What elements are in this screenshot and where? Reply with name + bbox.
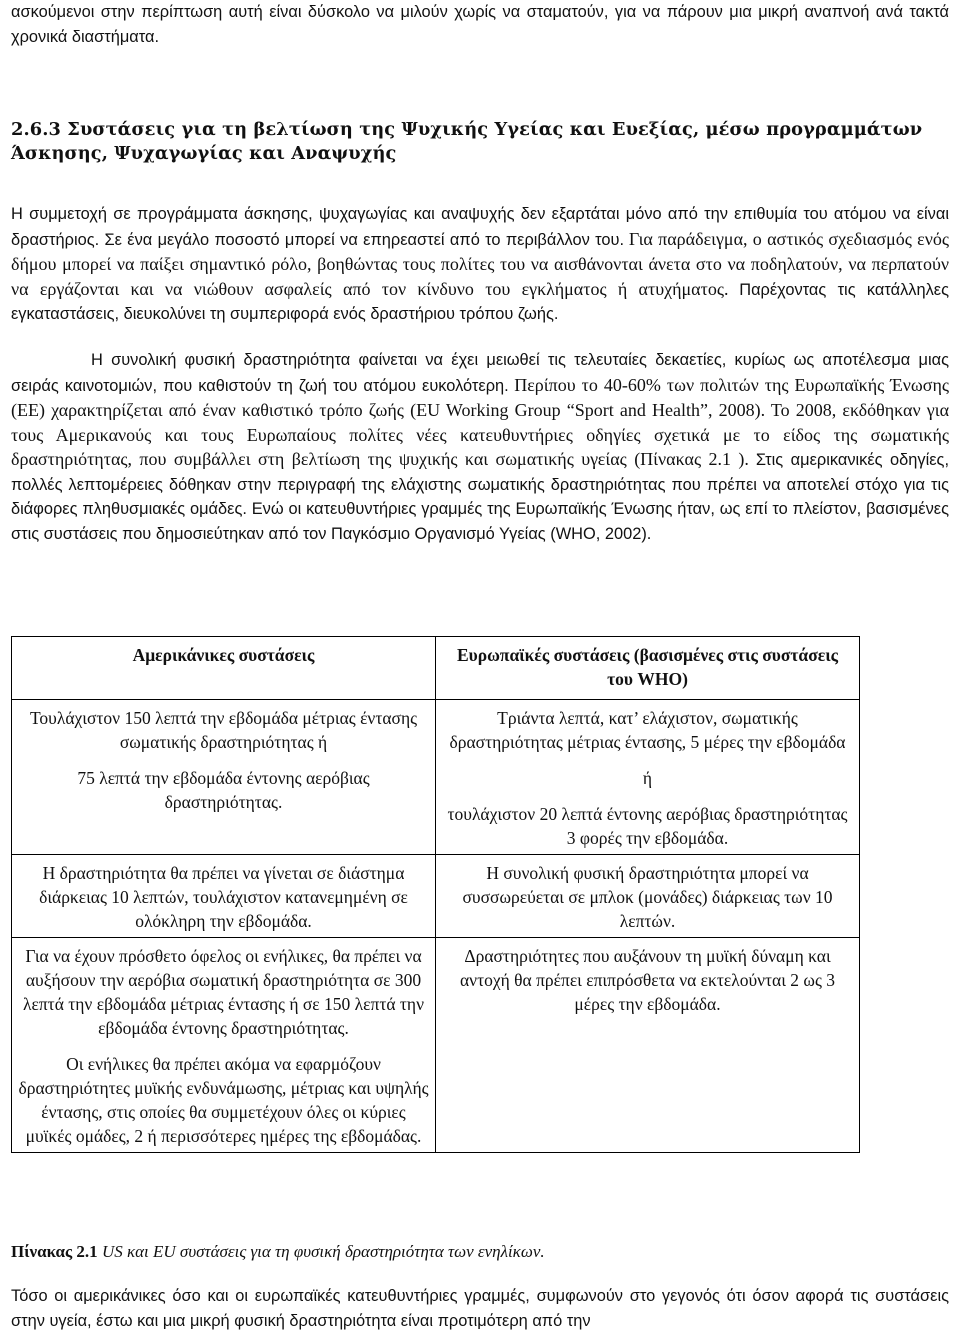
table-cell-us: [12, 700, 436, 855]
paragraph-environment-part3: Παρέχοντας τις κατάλληλες εγκαταστάσεις, διευκολύνει τη συμπεριφορά ενός δραστήριου τρόπου ζωής.: [11, 280, 950, 323]
cell-text: Τουλάχιστον 150 λεπτά την εβδομάδα μέτριας έντασης σωματικής δραστηριότητας ή: [29, 708, 418, 752]
cell-text: Τριάντα λεπτά, κατ’ ελάχιστον, σωματικής δραστηριότητας μέτριας έντασης, 5 μέρες την εβδομάδα: [449, 708, 846, 752]
table-caption: [11, 1240, 545, 1264]
cell-text: Για να έχουν πρόσθετο όφελος οι ενήλικες, θα πρέπει να αυξήσουν την αερόβια σωματική δραστηριότητα σε 300 λεπτά την εβδομάδα μέτριας έντασης ή σε 150 λεπτά την εβδομάδα έντονης δραστηριότητας.: [23, 946, 424, 1038]
section-heading-line1: 2.6.3 Συστάσεις για τη βελτίωση της Ψυχικής Υγείας και Ευεξίας, μέσω προγραμμάτων: [11, 119, 923, 140]
paragraph-environment: [11, 202, 949, 327]
paragraph-activity-part1: Η συνολική φυσική δραστηριότητα φαίνεται να έχει μειωθεί τις τελευταίες δεκαετίες, κυρίως ως αποτέλεσμα μιας σειράς καινοτομιών, που καθιστούν τη ζωή του ατόμου ευκολότερη.: [11, 351, 949, 395]
closing-paragraph: Τόσο οι αμερικάνικες όσο και οι ευρωπαϊκές κατευθυντήριες γραμμές, συμφωνούν στο γεγονός ότι όσον αφορά τις συστάσεις στην υγεία, έστω και μια μικρή φυσική δραστηριότητα είναι προτιμότερη από την: [11, 1287, 949, 1330]
cell-text: Η συνολική φυσική δραστηριότητα μπορεί να συσσωρεύεται σε μπλοκ (μονάδες) διάρκειας των 10 λεπτών.: [462, 863, 833, 931]
section-heading-line2: Άσκησης, Ψυχαγωγίας και Αναψυχής: [11, 143, 397, 164]
cell-text: ή: [642, 768, 653, 788]
table-header-row: [12, 637, 860, 700]
table-cell-us: [12, 938, 436, 1153]
paragraph-activity-part4: Στις αμερικανικές οδηγίες, πολλές λεπτομέρειες δόθηκαν στην περιγραφή της ελάχιστης σωματικής δραστηριότητας που πρέπει να αποτελεί στόχο για τις διάφορες πληθυσμιακές ομάδες. Ενώ οι κατευθυντήριες γραμμές της Ευρωπαϊκής Ένωσης ήταν, ως επί το πλείστον, βασισμένες στις συστάσεις που δημοσιεύτηκαν από τον Παγκόσμιο Οργανισμό Υγείας (WHO, 2002).: [11, 451, 949, 543]
cell-text: Οι ενήλικες θα πρέπει ακόμα να εφαρμόζουν δραστηριότητες μυϊκής ενδυνάμωσης, μέτριας και υψηλής έντασης, στις οποίες θα συμμετέχουν όλες οι κύριες μυϊκές ομάδες, 2 ή περισσότερες ημέρες της εβδομάδας.: [18, 1054, 429, 1146]
table-row: [12, 700, 860, 855]
cell-text: Δραστηριότητες που αυξάνουν τη μυϊκή δύναμη και αντοχή θα πρέπει επιπρόσθετα να εκτελούνται 2 ως 3 μέρες την εβδομάδα.: [459, 946, 836, 1014]
paragraph-activity-part2: Περίπου το 40-60% των πολιτών της Ευρωπαϊκής Ένωσης (ΕΕ) χαρακτηρίζεται από έναν καθιστικό τρόπο ζωής (EU Working Group “Sport and Health”, 2008).: [11, 374, 950, 420]
table-row: [12, 855, 860, 938]
paragraph-environment-part1: Η συμμετοχή σε προγράμματα άσκησης, ψυχαγωγίας και αναψυχής δεν εξαρτάται μόνο από την επιθυμία του ατόμου να είναι δραστήριος. Σε ένα μεγάλο ποσοστό μπορεί να επηρεαστεί από το περιβάλλον του.: [11, 205, 949, 249]
table-caption-text: US και EU συστάσεις για τη φυσική δραστηριότητα των ενηλίκων.: [101, 1242, 545, 1261]
paragraph-environment-part2: Για παράδειγμα, ο αστικός σχεδιασμός ενός δήμου μπορεί να παίξει σημαντικό ρόλο, βοηθώντας τους πολίτες του να αισθάνονται άνετα στο να ποδηλατούν, να περπατούν να εργάζονται και να νιώθουν ασφαλείς από τον κίνδυνο του εγκλήματος ή ατυχήματος.: [11, 228, 949, 299]
table-header-eu: Ευρωπαϊκές συστάσεις (βασισμένες στις συστάσεις του WHO): [436, 637, 860, 700]
recommendations-table: [11, 636, 860, 1153]
cell-text: Η δραστηριότητα θα πρέπει να γίνεται σε διάστημα διάρκειας 10 λεπτών, τουλάχιστον κατανεμημένη σε ολόκληρη την εβδομάδα.: [39, 863, 408, 931]
table-header-us: Αμερικάνικες συστάσεις: [12, 637, 436, 700]
table-cell-eu: [436, 855, 860, 938]
table-row: [12, 938, 860, 1153]
cell-text: τουλάχιστον 20 λεπτά έντονης αερόβιας δραστηριότητας 3 φορές την εβδομάδα.: [447, 804, 848, 848]
intro-paragraph: ασκούμενοι στην περίπτωση αυτή είναι δύσκολο να μιλούν χωρίς να σταματούν, για να πάρουν μια μικρή αναπνοή ανά τακτά χρονικά διαστήματα.: [11, 3, 949, 46]
table-cell-eu: [436, 700, 860, 855]
cell-text: 75 λεπτά την εβδομάδα έντονης αερόβιας δραστηριότητας.: [77, 768, 370, 812]
paragraph-activity-part3: Το 2008, εκδόθηκαν για τους Αμερικανούς και τους Ευρωπαίους πολίτες νέες κατευθυντήριες οδηγίες σχετικά με το είδος της σωματικής δραστηριότητας, που συμβάλλει στη βελτίωση της ψυχικής και σωματικής υγείας (Πίνακας 2.1 ).: [11, 400, 950, 469]
table-cell-us: [12, 855, 436, 938]
section-heading: [11, 118, 949, 166]
table-caption-label: Πίνακας 2.1: [11, 1242, 98, 1261]
paragraph-activity: [11, 348, 949, 546]
table-cell-eu: [436, 938, 860, 1153]
